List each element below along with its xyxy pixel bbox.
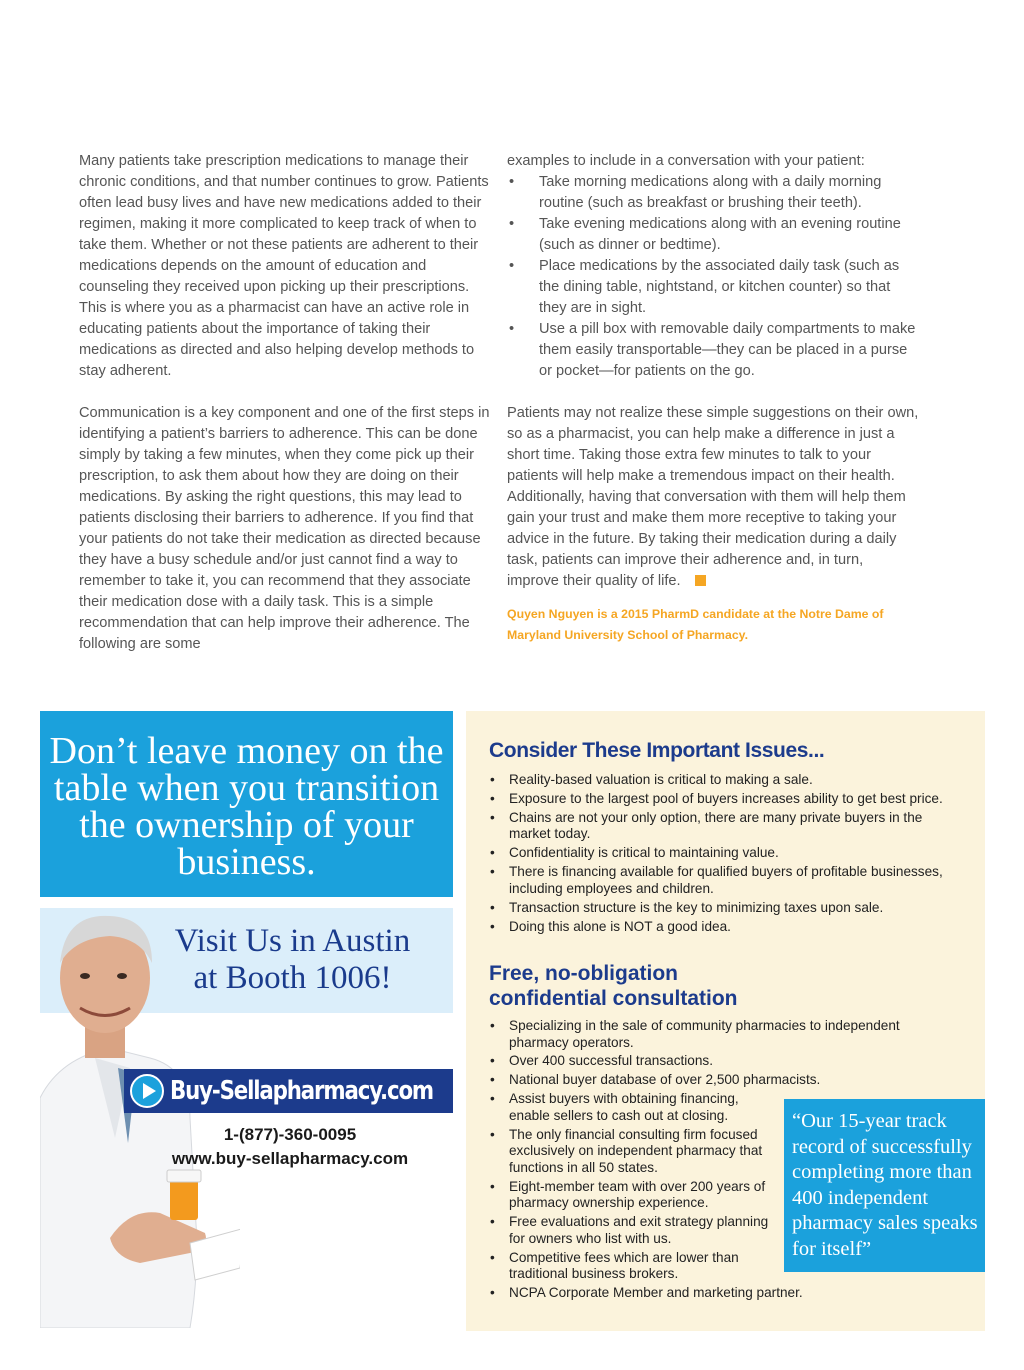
ad-headline-panel [40, 711, 453, 897]
author-byline: Quyen Nguyen is a 2015 PharmD candidate at the Notre Dame of Maryland University School of Pharmacy. [507, 607, 884, 642]
list-item: • Take evening medications along with an evening routine (such as dinner or bedtime). [507, 214, 919, 256]
article-paragraph [507, 403, 919, 592]
list-item: • NCPA Corporate Member and marketing partner. [489, 1285, 959, 1302]
article-column-1 [79, 151, 491, 655]
article-paragraph: Many patients take prescription medications to manage their chronic conditions, and that number continues to grow. Patients often lead busy lives and have new medications added to their regimen, making it more complicated to keep track of when to take them. Whether or not these patients are adherent to their medications depends on the amount of education and counseling they received upon picking up their prescriptions. This is where you as a pharmacist can have an active role in educating patients about the importance of taking their medications as directed and also helping develop methods to stay adherent. [79, 153, 489, 379]
list-item: • Specializing in the sale of community pharmacies to independent pharmacy operators. [489, 1018, 959, 1051]
list-item: • Free evaluations and exit strategy planning for owners who list with us. [489, 1214, 774, 1247]
list-item: • Chains are not your only option, there are many private buyers in the market today. [489, 810, 959, 843]
consider-heading: Consider These Important Issues... [489, 739, 825, 762]
list-item: • Confidentiality is critical to maintaining value. [489, 845, 959, 862]
website-banner-text: Buy-Sellapharmacy.com [170, 1076, 434, 1106]
list-item: • Reality-based valuation is critical to making a sale. [489, 772, 959, 789]
list-item: • National buyer database of over 2,500 pharmacists. [489, 1072, 959, 1089]
list-item: • Exposure to the largest pool of buyers increases ability to get best price. [489, 791, 959, 808]
list-item: • There is financing available for qualified buyers of profitable businesses, including employees and children. [489, 864, 959, 897]
pharmacist-photo [40, 908, 240, 1328]
list-item: • Use a pill box with removable daily compartments to make them easily transportable—they can be placed in a purse or pocket—for patients on the go. [507, 319, 919, 382]
list-item: • Assist buyers with obtaining financing, enable sellers to cash out at closing. [489, 1091, 774, 1124]
article-paragraph-text: Patients may not realize these simple suggestions on their own, so as a pharmacist, you can help make a difference in just a short time. Taking those extra few minutes to talk to your patients will help make a tremendous impact on their health. Additionally, having that conversation with them will help them gain your trust and make them more receptive to taking your advice in the future. By taking their medication during a daily task, patients can improve their adherence and, in turn, improve their quality of life. [507, 405, 919, 589]
end-mark-icon [695, 575, 706, 586]
testimonial-quote: “Our 15-year track record of successfully completing more than 400 independent pharmacy sales speaks for itself” [792, 1110, 978, 1260]
article-paragraph: Communication is a key component and one of the first steps in identifying a patient’s barriers to adherence. This can be done simply by taking a few minutes, when they come pick up their prescription, to ask them about how they are doing on their medications. By asking the right questions, this may lead to patients disclosing their barriers to adherence. If you find that your patients do not take their medication as directed because they have a busy schedule and/or just cannot find a way to remember to take it, you can recommend that they associate their medication dose with a daily task. This is a simple recommendation that can help improve their adherence. The following are some [79, 405, 490, 652]
phone-number: 1-(877)-360-0095 [223, 1125, 357, 1144]
play-icon [130, 1074, 164, 1108]
list-item: • Doing this alone is NOT a good idea. [489, 919, 959, 936]
testimonial-quote-box [784, 1099, 985, 1272]
list-item: • Over 400 successful transactions. [489, 1053, 959, 1070]
website-url[interactable]: www.buy-sellapharmacy.com [171, 1149, 409, 1168]
list-item: • Eight-member team with over 200 years of pharmacy ownership experience. [489, 1179, 789, 1212]
ad-headline: Don’t leave money on the table when you transition the ownership of your business. [49, 730, 444, 883]
list-item: • Take morning medications along with a daily morning routine (such as breakfast or brushing their teeth). [507, 172, 919, 214]
list-item: • The only financial consulting firm focused exclusively on independent pharmacy that functions in all 50 states. [489, 1127, 784, 1177]
article-column-2 [507, 151, 919, 646]
list-item: • Transaction structure is the key to minimizing taxes upon sale. [489, 900, 959, 917]
article-paragraph: examples to include in a conversation with your patient: [507, 153, 865, 169]
list-item: • Place medications by the associated daily task (such as the dining table, nightstand, or kitchen counter) so that they are in sight. [507, 256, 919, 319]
ad-visit-text: Visit Us in Austin at Booth 1006! [174, 923, 411, 996]
tips-list [507, 172, 919, 382]
list-item: • Competitive fees which are lower than traditional business brokers. [489, 1250, 784, 1283]
consider-list [489, 772, 959, 937]
website-banner[interactable] [124, 1069, 453, 1113]
consultation-heading: Free, no-obligation confidential consultation [489, 962, 738, 1010]
